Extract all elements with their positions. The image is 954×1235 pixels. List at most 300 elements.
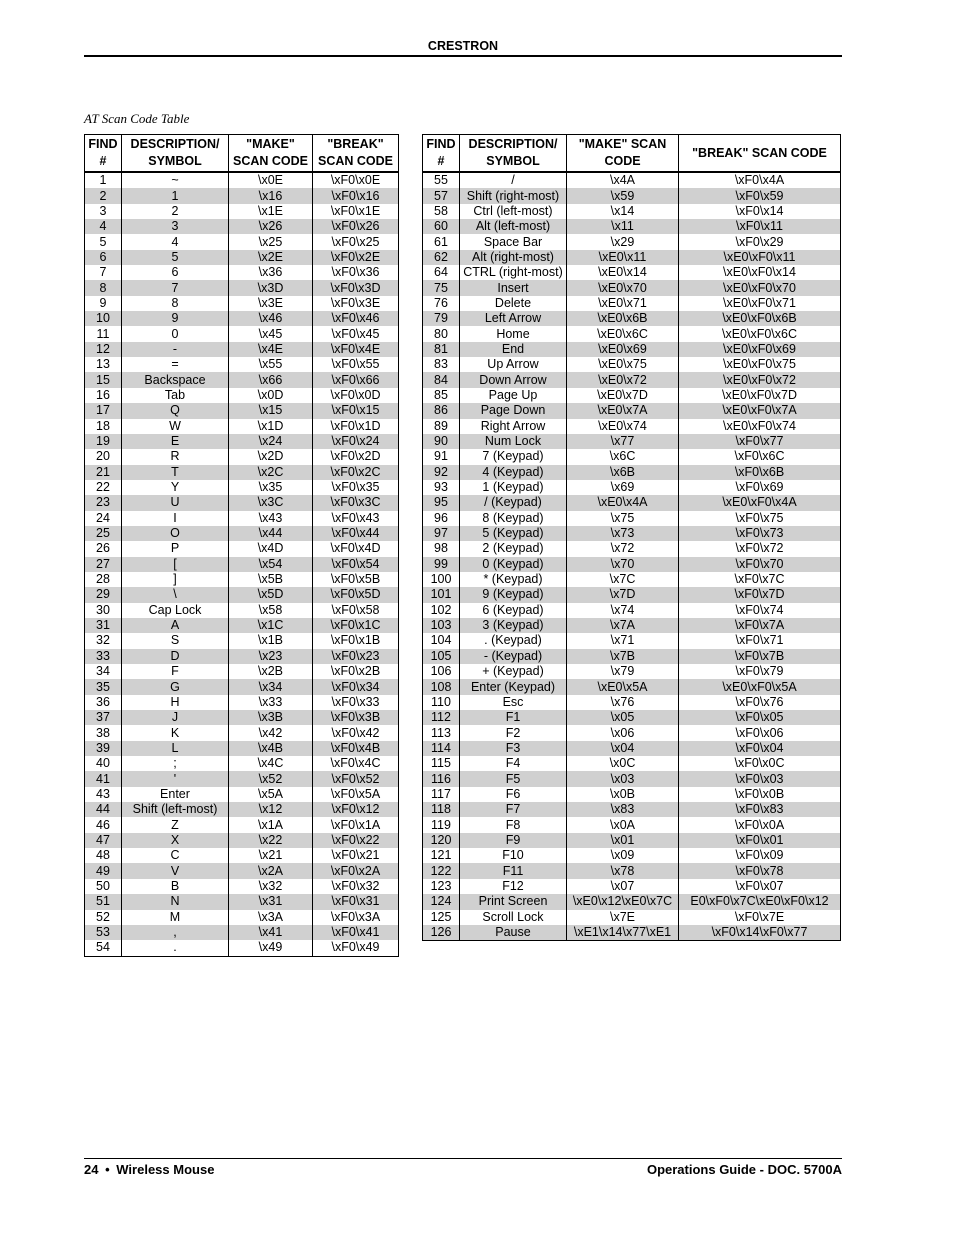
description-cell: S: [122, 633, 229, 648]
description-cell: \: [122, 587, 229, 602]
description-cell: W: [122, 419, 229, 434]
description-cell: Space Bar: [460, 234, 567, 249]
break-code-cell: \xF0\x6C: [679, 449, 841, 464]
description-cell: H: [122, 695, 229, 710]
make-code-cell: \x3B: [229, 710, 313, 725]
table-row: [423, 863, 841, 878]
make-code-cell: \x7D: [567, 587, 679, 602]
break-code-cell: \xF0\x2C: [313, 465, 399, 480]
find-number-cell: 31: [85, 618, 122, 633]
find-number-cell: 91: [423, 449, 460, 464]
table-row: [85, 633, 399, 648]
break-code-cell: \xF0\x2E: [313, 250, 399, 265]
find-number-cell: 60: [423, 219, 460, 234]
description-cell: Backspace: [122, 372, 229, 387]
break-code-cell: \xF0\x0B: [679, 787, 841, 802]
break-code-cell: \xF0\x43: [313, 511, 399, 526]
find-number-cell: 26: [85, 541, 122, 556]
break-code-cell: \xE0\xF0\x4A: [679, 495, 841, 510]
column-header: [122, 135, 229, 173]
make-code-cell: \x54: [229, 557, 313, 572]
find-number-cell: 11: [85, 326, 122, 341]
description-cell: Left Arrow: [460, 311, 567, 326]
break-code-cell: \xF0\x12: [313, 802, 399, 817]
column-header-text: FIND: [426, 137, 456, 151]
description-cell: E: [122, 434, 229, 449]
break-code-cell: \xE0\xF0\x11: [679, 250, 841, 265]
table-row: [423, 480, 841, 495]
find-number-cell: 22: [85, 480, 122, 495]
make-code-cell: \x76: [567, 695, 679, 710]
find-number-cell: 123: [423, 879, 460, 894]
find-number-cell: 54: [85, 940, 122, 956]
description-cell: V: [122, 863, 229, 878]
description-cell: O: [122, 526, 229, 541]
find-number-cell: 49: [85, 863, 122, 878]
description-cell: L: [122, 741, 229, 756]
table-row: [423, 311, 841, 326]
break-code-cell: \xE0\xF0\x71: [679, 296, 841, 311]
description-cell: Num Lock: [460, 434, 567, 449]
column-header: [567, 135, 679, 173]
break-code-cell: \xE0\xF0\x7D: [679, 388, 841, 403]
table-row: [423, 265, 841, 280]
description-cell: End: [460, 342, 567, 357]
page-header-title: CRESTRON: [427, 39, 499, 53]
description-cell: /: [460, 172, 567, 188]
make-code-cell: \x4A: [567, 172, 679, 188]
column-header-text: "BREAK": [327, 137, 384, 151]
table-row: [85, 434, 399, 449]
make-code-cell: \x36: [229, 265, 313, 280]
table-row: [85, 511, 399, 526]
find-number-cell: 13: [85, 357, 122, 372]
description-cell: G: [122, 679, 229, 694]
find-number-cell: 90: [423, 434, 460, 449]
make-code-cell: \xE0\x6B: [567, 311, 679, 326]
table-row: [423, 894, 841, 909]
description-cell: Z: [122, 817, 229, 832]
column-header: [313, 135, 399, 173]
find-number-cell: 47: [85, 833, 122, 848]
find-number-cell: 106: [423, 664, 460, 679]
table-row: [423, 495, 841, 510]
scan-code-table-left: [84, 134, 399, 957]
description-cell: F5: [460, 771, 567, 786]
scan-code-table-right: [422, 134, 841, 941]
table-row: [85, 311, 399, 326]
find-number-cell: 76: [423, 296, 460, 311]
make-code-cell: \x5B: [229, 572, 313, 587]
find-number-cell: 101: [423, 587, 460, 602]
table-row: [85, 894, 399, 909]
find-number-cell: 64: [423, 265, 460, 280]
make-code-cell: \xE0\x75: [567, 357, 679, 372]
description-cell: * (Keypad): [460, 572, 567, 587]
find-number-cell: 120: [423, 833, 460, 848]
break-code-cell: \xF0\x3D: [313, 280, 399, 295]
find-number-cell: 21: [85, 465, 122, 480]
table-row: [85, 449, 399, 464]
break-code-cell: \xF0\x7C: [679, 572, 841, 587]
description-cell: 4: [122, 234, 229, 249]
make-code-cell: \x14: [567, 204, 679, 219]
table-row: [423, 695, 841, 710]
description-cell: Pause: [460, 925, 567, 941]
make-code-cell: \x58: [229, 603, 313, 618]
find-number-cell: 104: [423, 633, 460, 648]
make-code-cell: \x73: [567, 526, 679, 541]
description-cell: F2: [460, 725, 567, 740]
table-row: [85, 296, 399, 311]
description-cell: Up Arrow: [460, 357, 567, 372]
table-row: [85, 802, 399, 817]
find-number-cell: 25: [85, 526, 122, 541]
break-code-cell: \xF0\x52: [313, 771, 399, 786]
break-code-cell: \xF0\x29: [679, 234, 841, 249]
make-code-cell: \x75: [567, 511, 679, 526]
find-number-cell: 58: [423, 204, 460, 219]
make-code-cell: \xE0\x70: [567, 280, 679, 295]
make-code-cell: \x33: [229, 695, 313, 710]
description-cell: F12: [460, 879, 567, 894]
table-row: [423, 879, 841, 894]
make-code-cell: \x0A: [567, 817, 679, 832]
table-row: [85, 910, 399, 925]
find-number-cell: 39: [85, 741, 122, 756]
make-code-cell: \x6C: [567, 449, 679, 464]
description-cell: Shift (right-most): [460, 188, 567, 203]
make-code-cell: \xE0\x72: [567, 372, 679, 387]
make-code-cell: \x35: [229, 480, 313, 495]
make-code-cell: \x41: [229, 925, 313, 940]
find-number-cell: 117: [423, 787, 460, 802]
table-row: [85, 741, 399, 756]
table-row: [85, 357, 399, 372]
table-row: [423, 833, 841, 848]
make-code-cell: \x1B: [229, 633, 313, 648]
make-code-cell: \xE1\x14\x77\xE1: [567, 925, 679, 941]
column-header-text: DESCRIPTION/: [130, 137, 220, 151]
find-number-cell: 61: [423, 234, 460, 249]
make-code-cell: \x59: [567, 188, 679, 203]
table-row: [423, 403, 841, 418]
make-code-cell: \xE0\x12\xE0\x7C: [567, 894, 679, 909]
break-code-cell: \xF0\x1E: [313, 204, 399, 219]
find-number-cell: 110: [423, 695, 460, 710]
break-code-cell: \xF0\x0A: [679, 817, 841, 832]
make-code-cell: \x12: [229, 802, 313, 817]
break-code-cell: \xF0\x7D: [679, 587, 841, 602]
description-cell: F9: [460, 833, 567, 848]
break-code-cell: \xF0\x3C: [313, 495, 399, 510]
make-code-cell: \x83: [567, 802, 679, 817]
break-code-cell: \xF0\x5D: [313, 587, 399, 602]
table-row: [423, 603, 841, 618]
table-row: [423, 633, 841, 648]
find-number-cell: 23: [85, 495, 122, 510]
break-code-cell: \xF0\x0C: [679, 756, 841, 771]
column-header-text: FIND: [88, 137, 118, 151]
find-number-cell: 17: [85, 403, 122, 418]
description-cell: N: [122, 894, 229, 909]
break-code-cell: \xF0\x01: [679, 833, 841, 848]
break-code-cell: \xF0\x21: [313, 848, 399, 863]
table-row: [85, 388, 399, 403]
make-code-cell: \x11: [567, 219, 679, 234]
description-cell: 5: [122, 250, 229, 265]
description-cell: C: [122, 848, 229, 863]
break-code-cell: \xF0\x07: [679, 879, 841, 894]
break-code-cell: \xF0\x7E: [679, 910, 841, 925]
table-row: [85, 771, 399, 786]
break-code-cell: \xE0\xF0\x5A: [679, 679, 841, 694]
description-cell: Tab: [122, 388, 229, 403]
make-code-cell: \x2E: [229, 250, 313, 265]
make-code-cell: \x69: [567, 480, 679, 495]
table-row: [423, 618, 841, 633]
break-code-cell: \xE0\xF0\x72: [679, 372, 841, 387]
table-caption: AT Scan Code Table: [84, 111, 190, 126]
break-code-cell: \xE0\xF0\x74: [679, 419, 841, 434]
break-code-cell: \xF0\x23: [313, 649, 399, 664]
description-cell: F3: [460, 741, 567, 756]
make-code-cell: \x3A: [229, 910, 313, 925]
find-number-cell: 40: [85, 756, 122, 771]
table-row: [85, 234, 399, 249]
break-code-cell: \xF0\x74: [679, 603, 841, 618]
break-code-cell: \xE0\xF0\x6B: [679, 311, 841, 326]
break-code-cell: \xF0\x42: [313, 725, 399, 740]
description-cell: + (Keypad): [460, 664, 567, 679]
find-number-cell: 15: [85, 372, 122, 387]
bullet-separator: •: [105, 1162, 110, 1177]
table-row: [85, 817, 399, 832]
description-cell: Q: [122, 403, 229, 418]
find-number-cell: 7: [85, 265, 122, 280]
break-code-cell: \xF0\x78: [679, 863, 841, 878]
make-code-cell: \x45: [229, 326, 313, 341]
find-number-cell: 57: [423, 188, 460, 203]
find-number-cell: 105: [423, 649, 460, 664]
description-cell: F7: [460, 802, 567, 817]
description-cell: / (Keypad): [460, 495, 567, 510]
description-cell: 2: [122, 204, 229, 219]
table-row: [423, 511, 841, 526]
make-code-cell: \x43: [229, 511, 313, 526]
table-row: [423, 756, 841, 771]
break-code-cell: \xF0\x26: [313, 219, 399, 234]
description-cell: F10: [460, 848, 567, 863]
make-code-cell: \x2D: [229, 449, 313, 464]
table-row: [423, 649, 841, 664]
break-code-cell: \xF0\x1B: [313, 633, 399, 648]
find-number-cell: 12: [85, 342, 122, 357]
find-number-cell: 29: [85, 587, 122, 602]
break-code-cell: \xE0\xF0\x6C: [679, 326, 841, 341]
find-number-cell: 35: [85, 679, 122, 694]
find-number-cell: 84: [423, 372, 460, 387]
make-code-cell: \x44: [229, 526, 313, 541]
table-row: [423, 419, 841, 434]
break-code-cell: \xF0\x1A: [313, 817, 399, 832]
description-cell: J: [122, 710, 229, 725]
description-cell: 4 (Keypad): [460, 465, 567, 480]
make-code-cell: \x0B: [567, 787, 679, 802]
column-header-text: SCAN CODE: [317, 154, 393, 168]
description-cell: ,: [122, 925, 229, 940]
find-number-cell: 19: [85, 434, 122, 449]
break-code-cell: \xF0\x0D: [313, 388, 399, 403]
break-code-cell: \xF0\x66: [313, 372, 399, 387]
table-row: [85, 710, 399, 725]
description-cell: 8: [122, 296, 229, 311]
find-number-cell: 32: [85, 633, 122, 648]
find-number-cell: 83: [423, 357, 460, 372]
break-code-cell: \xF0\x55: [313, 357, 399, 372]
column-header-text: #: [99, 154, 107, 168]
description-cell: 8 (Keypad): [460, 511, 567, 526]
break-code-cell: \xF0\x4E: [313, 342, 399, 357]
table-row: [423, 449, 841, 464]
make-code-cell: \x7E: [567, 910, 679, 925]
table-row: [423, 526, 841, 541]
break-code-cell: \xF0\x04: [679, 741, 841, 756]
make-code-cell: \x70: [567, 557, 679, 572]
table-row: [423, 465, 841, 480]
table-row: [85, 480, 399, 495]
make-code-cell: \x0E: [229, 172, 313, 188]
break-code-cell: \xF0\x75: [679, 511, 841, 526]
description-cell: Y: [122, 480, 229, 495]
table-row: [85, 756, 399, 771]
table-row: [423, 280, 841, 295]
make-code-cell: \xE0\x7A: [567, 403, 679, 418]
table-header-row: [85, 135, 399, 173]
table-row: [85, 787, 399, 802]
table-row: [423, 741, 841, 756]
break-code-cell: \xF0\x4B: [313, 741, 399, 756]
description-cell: K: [122, 725, 229, 740]
find-number-cell: 37: [85, 710, 122, 725]
find-number-cell: 5: [85, 234, 122, 249]
column-header-text: #: [437, 154, 445, 168]
find-number-cell: 52: [85, 910, 122, 925]
break-code-cell: \xF0\x5B: [313, 572, 399, 587]
table-header-row: [423, 135, 841, 173]
description-cell: M: [122, 910, 229, 925]
find-number-cell: 3: [85, 204, 122, 219]
make-code-cell: \x0C: [567, 756, 679, 771]
find-number-cell: 100: [423, 572, 460, 587]
break-code-cell: \xE0\xF0\x75: [679, 357, 841, 372]
description-cell: Enter (Keypad): [460, 679, 567, 694]
make-code-cell: \xE0\x4A: [567, 495, 679, 510]
break-code-cell: \xF0\x49: [313, 940, 399, 956]
description-cell: A: [122, 618, 229, 633]
table-row: [423, 557, 841, 572]
break-code-cell: \xF0\x2D: [313, 449, 399, 464]
table-row: [85, 419, 399, 434]
find-number-cell: 98: [423, 541, 460, 556]
column-header-text: "MAKE": [246, 137, 295, 151]
make-code-cell: \x06: [567, 725, 679, 740]
find-number-cell: 81: [423, 342, 460, 357]
make-code-cell: \x3D: [229, 280, 313, 295]
table-row: [423, 172, 841, 188]
table-row: [423, 925, 841, 941]
make-code-cell: \xE0\x74: [567, 419, 679, 434]
make-code-cell: \x03: [567, 771, 679, 786]
table-row: [85, 940, 399, 956]
break-code-cell: \xF0\x6B: [679, 465, 841, 480]
table-row: [85, 649, 399, 664]
find-number-cell: 55: [423, 172, 460, 188]
find-number-cell: 34: [85, 664, 122, 679]
description-cell: Enter: [122, 787, 229, 802]
description-cell: ': [122, 771, 229, 786]
find-number-cell: 28: [85, 572, 122, 587]
make-code-cell: \x0D: [229, 388, 313, 403]
footer-section: Wireless Mouse: [116, 1162, 215, 1177]
find-number-cell: 93: [423, 480, 460, 495]
table-row: [85, 526, 399, 541]
break-code-cell: \xF0\x22: [313, 833, 399, 848]
column-header-text: SYMBOL: [486, 154, 540, 168]
make-code-cell: \x55: [229, 357, 313, 372]
table-row: [85, 618, 399, 633]
description-cell: ~: [122, 172, 229, 188]
make-code-cell: \x29: [567, 234, 679, 249]
break-code-cell: \xF0\x69: [679, 480, 841, 495]
description-cell: 0 (Keypad): [460, 557, 567, 572]
description-cell: 3 (Keypad): [460, 618, 567, 633]
find-number-cell: 121: [423, 848, 460, 863]
find-number-cell: 24: [85, 511, 122, 526]
find-number-cell: 108: [423, 679, 460, 694]
make-code-cell: \x78: [567, 863, 679, 878]
find-number-cell: 114: [423, 741, 460, 756]
make-code-cell: \x79: [567, 664, 679, 679]
table-row: [85, 172, 399, 188]
description-cell: Alt (right-most): [460, 250, 567, 265]
break-code-cell: \xF0\x05: [679, 710, 841, 725]
find-number-cell: 89: [423, 419, 460, 434]
break-code-cell: \xF0\x79: [679, 664, 841, 679]
column-header: [85, 135, 122, 173]
find-number-cell: 4: [85, 219, 122, 234]
find-number-cell: 30: [85, 603, 122, 618]
break-code-cell: \xF0\x2B: [313, 664, 399, 679]
column-header-text: SCAN CODE: [232, 154, 308, 168]
description-cell: ]: [122, 572, 229, 587]
table-row: [423, 326, 841, 341]
break-code-cell: \xF0\x11: [679, 219, 841, 234]
make-code-cell: \x5A: [229, 787, 313, 802]
table-row: [85, 280, 399, 295]
make-code-cell: \x1D: [229, 419, 313, 434]
break-code-cell: \xF0\x7A: [679, 618, 841, 633]
find-number-cell: 50: [85, 879, 122, 894]
table-row: [423, 234, 841, 249]
column-header-text: "MAKE" SCAN: [578, 137, 667, 151]
description-cell: Insert: [460, 280, 567, 295]
break-code-cell: \xF0\x15: [313, 403, 399, 418]
description-cell: 9 (Keypad): [460, 587, 567, 602]
description-cell: 5 (Keypad): [460, 526, 567, 541]
make-code-cell: \x4C: [229, 756, 313, 771]
description-cell: 0: [122, 326, 229, 341]
